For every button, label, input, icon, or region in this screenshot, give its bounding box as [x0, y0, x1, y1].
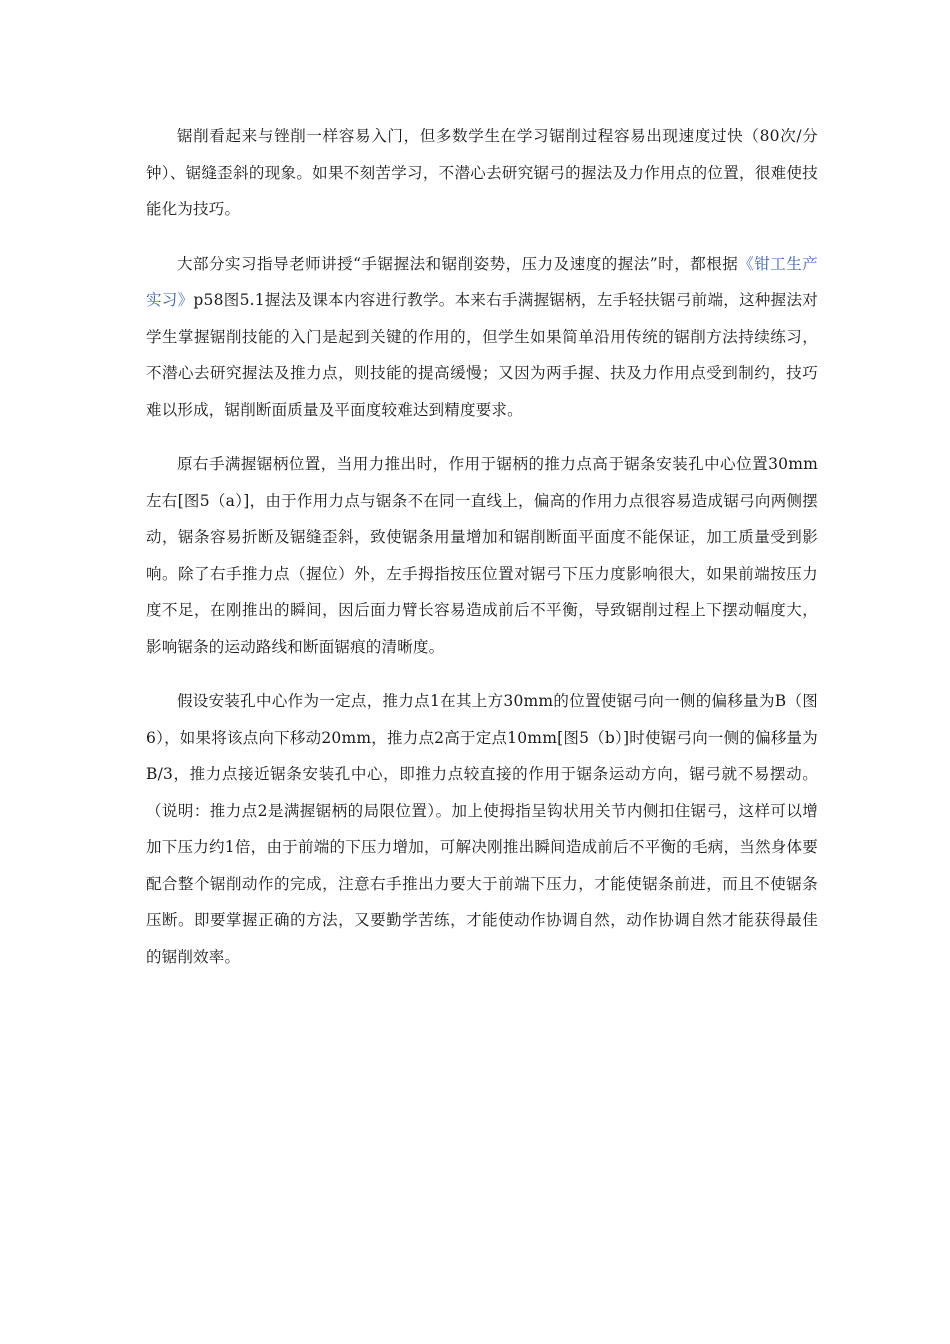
book-title-link[interactable]: 《钳工生产实习》 [146, 254, 818, 309]
paragraph-1: 锯削看起来与锉削一样容易入门，但多数学生在学习锯削过程容易出现速度过快（80次/分钟）、锯缝歪斜的现象。如果不刻苦学习，不潜心去研究锯弓的握法及力作用点的位置，很难使技能化为技巧。 [146, 127, 818, 218]
paragraph-2 [146, 246, 818, 429]
paragraph-3: 原右手满握锯柄位置，当用力推出时，作用于锯柄的推力点高于锯条安装孔中心位置30mm左右[图5（a）]，由于作用力点与锯条不在同一直线上，偏高的作用力点很容易造成锯弓向两侧摆动，锯条容易折断及锯缝歪斜，致使锯条用量增加和锯削断面平面度不能保证，加工质量受到影响。除了右手推力点（握位）外，左手拇指按压位置对锯弓下压力度影响很大，如果前端按压力度不足，在刚推出的瞬间，因后面力臂长容易造成前后不平衡，导致锯削过程上下摆动幅度大，影响锯条的运动路线和断面锯痕的清晰度。 [146, 455, 818, 656]
paragraph-2-text-after: p58图5.1握法及课本内容进行教学。本来右手满握锯柄，左手轻扶锯弓前端，这种握法对学生掌握锯削技能的入门是起到关键的作用的，但学生如果简单沿用传统的锯削方法持续练习，不潜心去研究握法及推力点，则技能的提高缓慢；又因为两手握、扶及力作用点受到制约，技巧难以形成，锯削断面质量及平面度较难达到精度要求。 [146, 291, 818, 419]
paragraph-2-text-before: 大部分实习指导老师讲授“手锯握法和锯削姿势，压力及速度的握法”时，都根据 [177, 254, 739, 273]
paragraph-4: 假设安装孔中心作为一定点，推力点1在其上方30mm的位置使锯弓向一侧的偏移量为B（图6），如果将该点向下移动20mm，推力点2高于定点10mm[图5（b）]时使锯弓向一侧的偏移量为B/3，推力点接近锯条安装孔中心，即推力点较直接的作用于锯条运动方向，锯弓就不易摆动。（说明：推力点2是满握锯柄的局限位置）。加上使拇指呈钩状用关节内侧扣住锯弓，这样可以增加下压力约1倍，由于前端的下压力增加，可解决刚推出瞬间造成前后不平衡的毛病，当然身体要配合整个锯削动作的完成，注意右手推出力要大于前端下压力，才能使锯条前进，而且不使锯条压断。即要掌握正确的方法，又要勤学苦练，才能使动作协调自然，动作协调自然才能获得最佳的锯削效率。 [146, 692, 818, 966]
document-body [146, 118, 818, 993]
